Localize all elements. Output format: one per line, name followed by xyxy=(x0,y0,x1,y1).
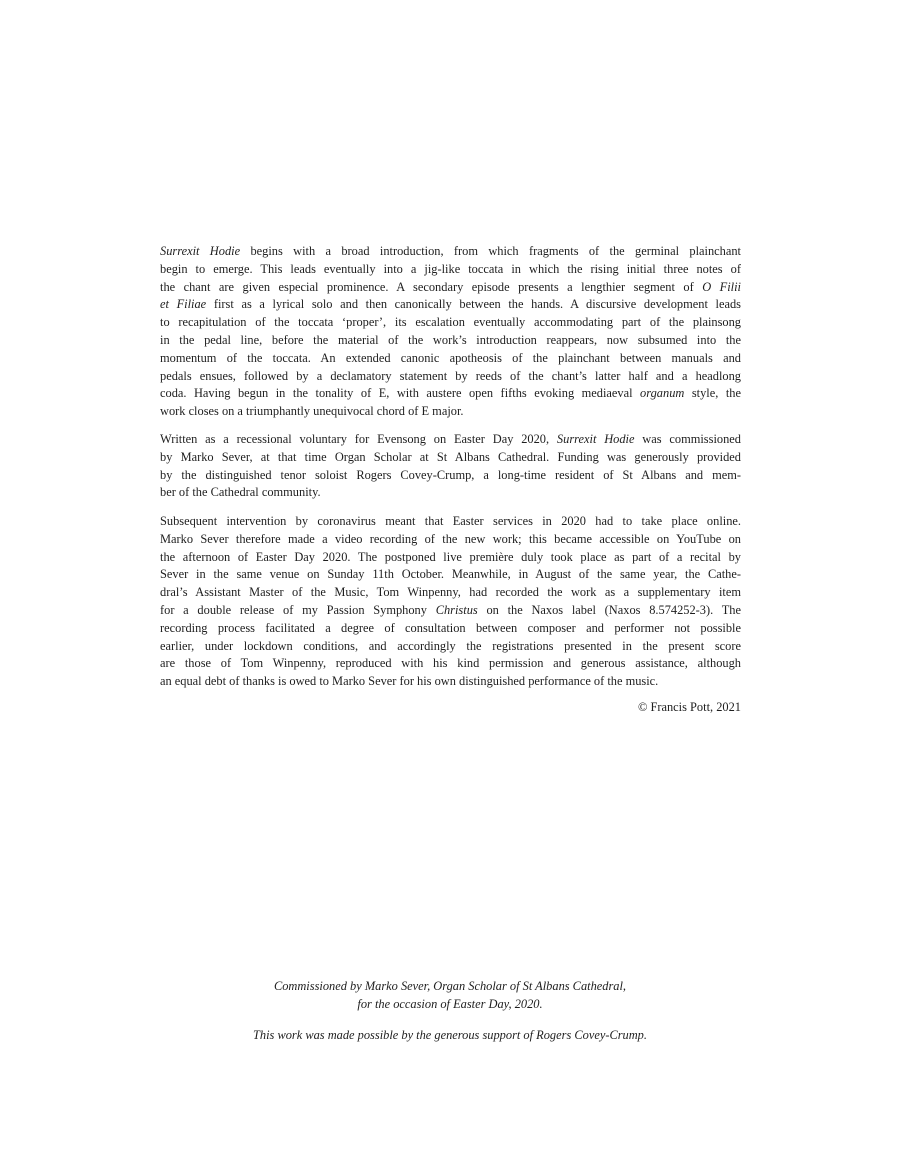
text-line xyxy=(160,296,741,314)
text-segment: first as a lyrical solo and then canonically between the hands. A discursive development leads xyxy=(206,297,741,312)
text-line xyxy=(160,620,741,638)
text-segment: Marko Sever therefore made a video recording of the new work; this became accessible on YouTube on xyxy=(160,531,741,546)
text-line xyxy=(160,673,741,691)
text-segment: the afternoon of Easter Day 2020. The postponed live première duly took place as part of a recital by xyxy=(160,549,741,564)
italic-text: Surrexit Hodie xyxy=(556,432,635,446)
text-line xyxy=(160,566,741,584)
italic-text: et Filiae xyxy=(160,297,207,312)
text-segment: style, the xyxy=(684,386,741,401)
text-line xyxy=(160,431,741,449)
text-line xyxy=(160,513,741,531)
text-segment: are those of Tom Winpenny, reproduced with his kind permission and generous assistance, although xyxy=(160,656,741,671)
text-line xyxy=(160,314,741,332)
text-segment: for a double release of my Passion Symphony xyxy=(160,602,436,617)
text-line xyxy=(160,549,741,567)
copyright-notice: © Francis Pott, 2021 xyxy=(637,700,741,714)
text-segment: in the pedal line, before the material of the work’s introduction reappears, now subsumed into the xyxy=(160,332,741,347)
text-segment: work closes on a triumphantly unequivocal chord of E major. xyxy=(160,404,464,419)
text-line xyxy=(160,449,741,467)
commission-note-line-1: Commissioned by Marko Sever, Organ Scholar of St Albans Cathedral, xyxy=(273,979,627,993)
text-line xyxy=(160,403,741,421)
text-line xyxy=(160,584,741,602)
text-line xyxy=(160,243,741,261)
text-segment: the chant are given especial prominence. A secondary episode presents a lengthier segment of xyxy=(160,279,703,294)
text-segment: to recapitulation of the toccata ‘proper’, its escalation eventually accommodating part of the plainsong xyxy=(160,315,741,330)
paragraph-recording xyxy=(160,513,741,691)
text-segment: Written as a recessional voluntary for Evensong on Easter Day 2020, xyxy=(160,432,557,446)
text-line xyxy=(160,385,741,403)
text-segment: begin to emerge. This leads eventually into a jig-like toccata in which the rising initial three notes of xyxy=(160,261,741,276)
text-line xyxy=(160,467,741,485)
text-line xyxy=(160,484,741,502)
text-segment: ber of the Cathedral community. xyxy=(160,485,321,500)
text-segment: was commissioned xyxy=(634,432,741,446)
paragraph-introduction xyxy=(160,243,741,421)
text-line xyxy=(160,332,741,350)
italic-text: Christus xyxy=(435,602,478,617)
text-segment: Subsequent intervention by coronavirus meant that Easter services in 2020 had to take place online. xyxy=(160,514,741,528)
text-segment: momentum of the toccata. An extended canonic apotheosis of the plainchant between manuals and xyxy=(160,350,741,365)
text-segment: begins with a broad introduction, from which fragments of the germinal plainchant xyxy=(240,244,741,258)
support-note: This work was made possible by the generous support of Rogers Covey-Crump. xyxy=(253,1028,647,1042)
italic-text: Surrexit Hodie xyxy=(160,244,241,258)
text-line xyxy=(160,350,741,368)
text-segment: recording process facilitated a degree of consultation between composer and performer not possible xyxy=(160,620,741,635)
text-segment: on the Naxos label (Naxos 8.574252-3). The xyxy=(477,602,741,617)
text-segment: pedals ensues, followed by a declamatory statement by reeds of the chant’s latter half and a headlong xyxy=(160,368,741,383)
text-segment: an equal debt of thanks is owed to Marko Sever for his own distinguished performance of the music. xyxy=(160,674,659,689)
text-segment: by Marko Sever, at that time Organ Scholar at St Albans Cathedral. Funding was generously provided xyxy=(160,449,741,464)
italic-text: organum xyxy=(640,386,685,401)
italic-text: O Filii xyxy=(702,279,742,294)
text-segment: by the distinguished tenor soloist Rogers Covey-Crump, a long-time resident of St Albans and mem- xyxy=(160,467,741,482)
text-segment: earlier, under lockdown conditions, and accordingly the registrations presented in the present score xyxy=(160,638,741,653)
commission-note-line-2: for the occasion of Easter Day, 2020. xyxy=(357,997,543,1011)
paragraph-commission xyxy=(160,431,741,502)
text-line xyxy=(160,531,741,549)
text-line xyxy=(160,602,741,620)
text-line xyxy=(160,655,741,673)
text-segment: dral’s Assistant Master of the Music, Tom Winpenny, had recorded the work as a supplementary item xyxy=(160,585,741,600)
text-segment: coda. Having begun in the tonality of E, with austere open fifths evoking mediaeval xyxy=(160,386,641,401)
text-segment: Sever in the same venue on Sunday 11th October. Meanwhile, in August of the same year, the Cathe- xyxy=(160,567,741,582)
text-line xyxy=(160,368,741,386)
text-line xyxy=(160,279,741,297)
text-line xyxy=(160,261,741,279)
text-line xyxy=(160,638,741,656)
